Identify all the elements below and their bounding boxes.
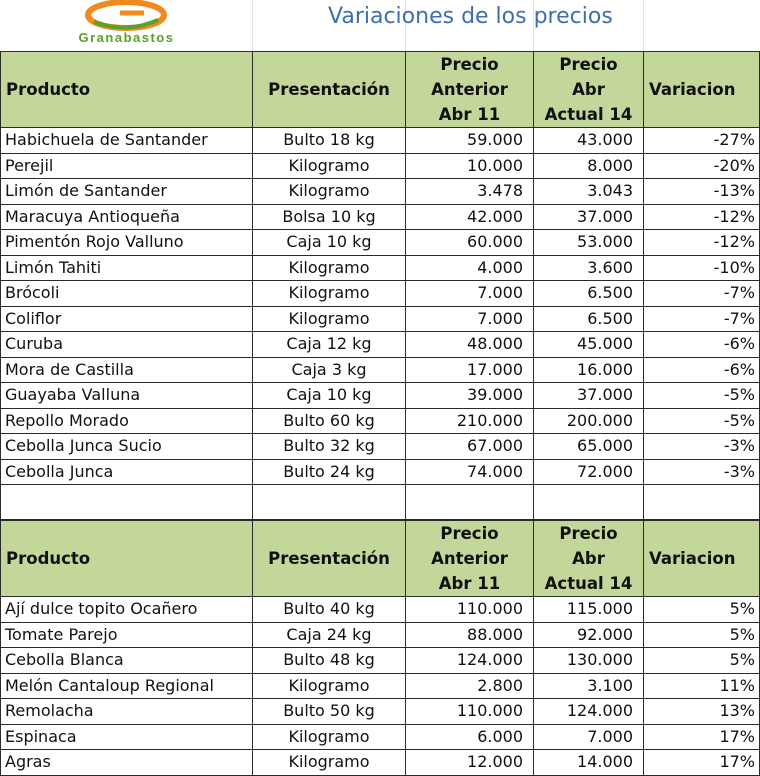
logo-swoosh-icon [84,0,168,32]
decreases-table [0,51,760,520]
table-row [1,128,760,154]
table-row [1,673,760,699]
cell-variacion: -5% [644,383,760,409]
cell-variacion: -13% [644,179,760,205]
cell-presentacion: Bulto 60 kg [253,408,406,434]
cell-precio-actual: 3.043 [534,179,644,205]
table-row [1,383,760,409]
cell-precio-actual: 65.000 [534,434,644,460]
cell-precio-anterior: 39.000 [406,383,534,409]
table-row [1,281,760,307]
header-row [1,521,760,597]
cell-precio-actual: 6.500 [534,306,644,332]
cell-precio-anterior: 67.000 [406,434,534,460]
header [0,0,760,51]
cell-precio-anterior: 88.000 [406,622,534,648]
cell-presentacion: Bulto 48 kg [253,648,406,674]
cell-precio-actual: 14.000 [534,750,644,776]
increases-body [1,597,760,776]
cell-precio-actual: 37.000 [534,383,644,409]
cell-precio-actual: 8.000 [534,153,644,179]
cell-producto: Tomate Parejo [1,622,253,648]
cell-precio-actual: 45.000 [534,332,644,358]
col-producto: Producto [1,52,253,128]
cell-presentacion: Kilogramo [253,724,406,750]
page-title: Variaciones de los precios [328,4,613,29]
cell-producto: Melón Cantaloup Regional [1,673,253,699]
cell-precio-anterior: 7.000 [406,281,534,307]
cell-precio-actual: 43.000 [534,128,644,154]
cell-producto: Brócoli [1,281,253,307]
cell-presentacion: Caja 12 kg [253,332,406,358]
col-precio-actual: Precio Abr Actual 14 [534,521,644,597]
cell-precio-anterior: 110.000 [406,597,534,623]
col-precio-actual: Precio Abr Actual 14 [534,52,644,128]
table-row [1,357,760,383]
cell-producto: Guayaba Valluna [1,383,253,409]
col-variacion: Variacion [644,521,760,597]
cell-precio-actual: 16.000 [534,357,644,383]
decreases-body [1,128,760,485]
cell-variacion: 13% [644,699,760,725]
cell-precio-anterior: 59.000 [406,128,534,154]
table-row [1,153,760,179]
cell-precio-actual: 200.000 [534,408,644,434]
cell-precio-actual: 130.000 [534,648,644,674]
cell-presentacion: Caja 10 kg [253,230,406,256]
cell-producto: Pimentón Rojo Valluno [1,230,253,256]
cell-producto: Espinaca [1,724,253,750]
cell-precio-anterior: 210.000 [406,408,534,434]
cell-producto: Agras [1,750,253,776]
cell-precio-anterior: 3.478 [406,179,534,205]
cell-precio-actual: 53.000 [534,230,644,256]
cell-variacion: -27% [644,128,760,154]
increases-table [0,520,760,776]
cell-precio-actual: 37.000 [534,204,644,230]
table-row [1,230,760,256]
cell-variacion: -12% [644,204,760,230]
cell-variacion: -6% [644,332,760,358]
cell-precio-actual: 3.100 [534,673,644,699]
cell-precio-anterior: 74.000 [406,459,534,485]
cell-producto: Habichuela de Santander [1,128,253,154]
cell-producto: Limón de Santander [1,179,253,205]
granabastos-logo [44,0,209,48]
cell-presentacion: Kilogramo [253,179,406,205]
cell-variacion: 11% [644,673,760,699]
cell-precio-anterior: 6.000 [406,724,534,750]
cell-presentacion: Bulto 50 kg [253,699,406,725]
table-row [1,750,760,776]
table-row [1,255,760,281]
table-row [1,179,760,205]
col-presentacion: Presentación [253,52,406,128]
cell-presentacion: Bulto 24 kg [253,459,406,485]
cell-variacion: -20% [644,153,760,179]
cell-presentacion: Kilogramo [253,673,406,699]
cell-presentacion: Kilogramo [253,153,406,179]
cell-presentacion: Caja 3 kg [253,357,406,383]
cell-precio-actual: 92.000 [534,622,644,648]
col-precio-anterior: Precio Anterior Abr 11 [406,52,534,128]
cell-presentacion: Bulto 18 kg [253,128,406,154]
cell-variacion: -12% [644,230,760,256]
cell-variacion: -5% [644,408,760,434]
cell-precio-anterior: 7.000 [406,306,534,332]
cell-producto: Perejil [1,153,253,179]
cell-producto: Coliflor [1,306,253,332]
logo-text: Granabastos [78,30,175,45]
cell-presentacion: Bolsa 10 kg [253,204,406,230]
table-row [1,597,760,623]
cell-precio-anterior: 124.000 [406,648,534,674]
cell-precio-actual: 72.000 [534,459,644,485]
table-row [1,622,760,648]
col-precio-anterior: Precio Anterior Abr 11 [406,521,534,597]
table-row [1,332,760,358]
cell-variacion: -3% [644,459,760,485]
cell-variacion: 5% [644,648,760,674]
table-row [1,459,760,485]
col-presentacion: Presentación [253,521,406,597]
cell-presentacion: Kilogramo [253,750,406,776]
cell-precio-anterior: 10.000 [406,153,534,179]
cell-variacion: -6% [644,357,760,383]
cell-precio-actual: 115.000 [534,597,644,623]
cell-producto: Ají dulce topito Ocañero [1,597,253,623]
cell-producto: Cebolla Blanca [1,648,253,674]
cell-presentacion: Kilogramo [253,255,406,281]
cell-producto: Curuba [1,332,253,358]
cell-variacion: -7% [644,281,760,307]
cell-producto: Maracuya Antioqueña [1,204,253,230]
cell-producto: Cebolla Junca Sucio [1,434,253,460]
cell-precio-actual: 7.000 [534,724,644,750]
cell-presentacion: Bulto 40 kg [253,597,406,623]
cell-presentacion: Kilogramo [253,306,406,332]
col-variacion: Variacion [644,52,760,128]
cell-producto: Remolacha [1,699,253,725]
cell-precio-anterior: 12.000 [406,750,534,776]
header-row [1,52,760,128]
cell-precio-anterior: 110.000 [406,699,534,725]
spacer-row [1,485,760,520]
cell-precio-actual: 124.000 [534,699,644,725]
cell-variacion: -3% [644,434,760,460]
cell-precio-anterior: 4.000 [406,255,534,281]
cell-presentacion: Caja 10 kg [253,383,406,409]
col-producto: Producto [1,521,253,597]
table-row [1,648,760,674]
table-row [1,204,760,230]
cell-producto: Repollo Morado [1,408,253,434]
cell-producto: Mora de Castilla [1,357,253,383]
cell-variacion: 5% [644,622,760,648]
cell-precio-anterior: 2.800 [406,673,534,699]
cell-precio-anterior: 48.000 [406,332,534,358]
cell-precio-actual: 3.600 [534,255,644,281]
cell-presentacion: Caja 24 kg [253,622,406,648]
cell-precio-actual: 6.500 [534,281,644,307]
cell-precio-anterior: 60.000 [406,230,534,256]
cell-variacion: -10% [644,255,760,281]
cell-precio-anterior: 42.000 [406,204,534,230]
table-row [1,408,760,434]
table-row [1,699,760,725]
cell-variacion: 17% [644,750,760,776]
cell-variacion: 17% [644,724,760,750]
table-row [1,724,760,750]
cell-presentacion: Bulto 32 kg [253,434,406,460]
cell-producto: Limón Tahiti [1,255,253,281]
cell-producto: Cebolla Junca [1,459,253,485]
cell-presentacion: Kilogramo [253,281,406,307]
cell-variacion: 5% [644,597,760,623]
table-row [1,306,760,332]
cell-variacion: -7% [644,306,760,332]
table-row [1,434,760,460]
cell-precio-anterior: 17.000 [406,357,534,383]
